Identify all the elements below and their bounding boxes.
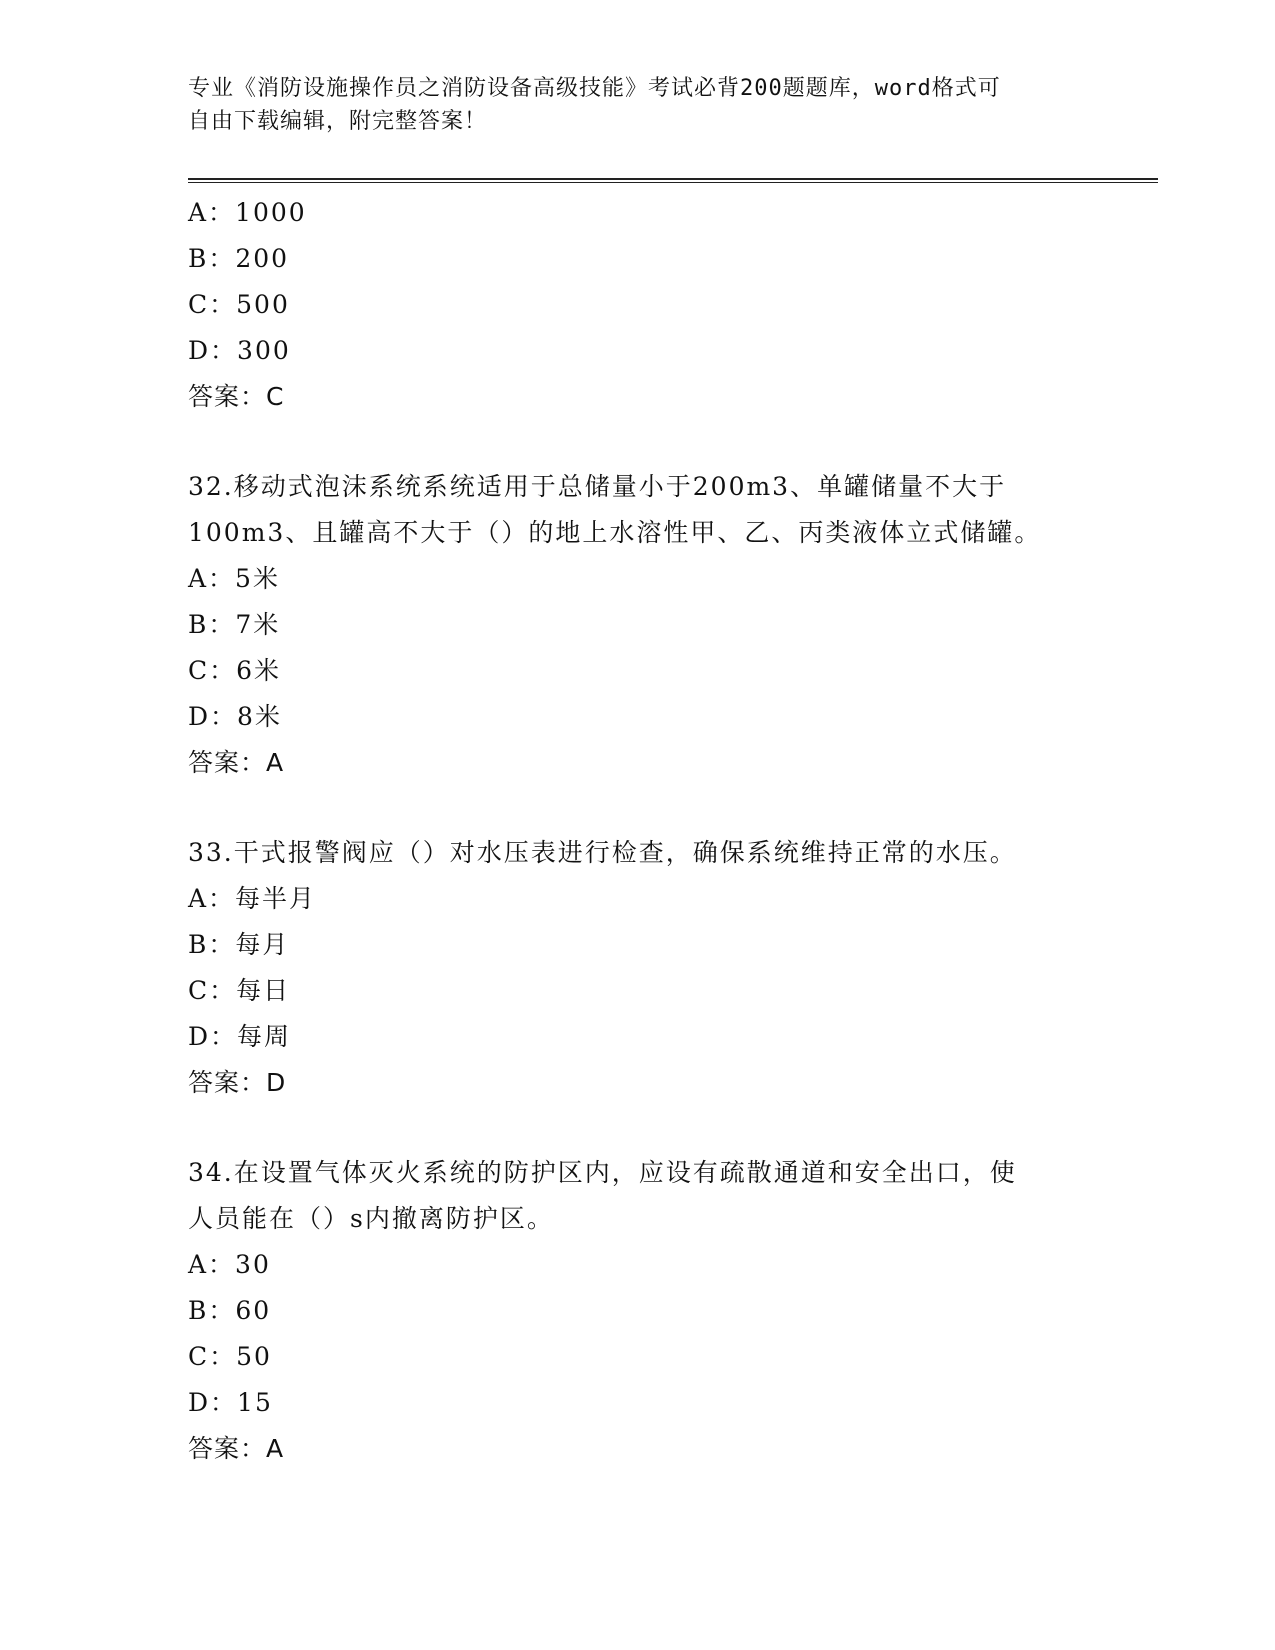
document-header bbox=[188, 72, 1088, 138]
option-c: C：500 bbox=[188, 290, 290, 319]
option-a: A：5米 bbox=[188, 564, 280, 593]
option-d: D：300 bbox=[188, 336, 291, 365]
question-stem-line-2: 100m3、且罐高不大于（）的地上水溶性甲、乙、丙类液体立式储罐。 bbox=[188, 518, 1042, 547]
question-stem-line-2: 人员能在（）s内撤离防护区。 bbox=[188, 1204, 554, 1233]
option-b: B：200 bbox=[188, 244, 290, 273]
question-list bbox=[188, 190, 1088, 1472]
answer-line: 答案：A bbox=[188, 748, 285, 777]
question-stem-line-1: 33.干式报警阀应（）对水压表进行检查，确保系统维持正常的水压。 bbox=[188, 838, 1017, 867]
answer-line: 答案：C bbox=[188, 382, 285, 411]
option-b: B：每月 bbox=[188, 930, 290, 959]
answer-line: 答案：A bbox=[188, 1434, 285, 1463]
question-block-31 bbox=[188, 190, 1088, 420]
option-a: A：每半月 bbox=[188, 884, 317, 913]
option-a: A：30 bbox=[188, 1250, 271, 1279]
option-c: C：50 bbox=[188, 1342, 272, 1371]
option-b: B：7米 bbox=[188, 610, 281, 639]
header-title-line-1: 专业《消防设施操作员之消防设备高级技能》考试必背200题题库，word格式可 bbox=[188, 76, 1001, 101]
question-stem-line-1: 32.移动式泡沫系统系统适用于总储量小于200m3、单罐储量不大于 bbox=[188, 472, 1007, 501]
option-d: D：8米 bbox=[188, 702, 282, 731]
option-c: C：6米 bbox=[188, 656, 282, 685]
header-title-line-2: 自由下载编辑，附完整答案！ bbox=[188, 109, 488, 134]
option-a: A：1000 bbox=[188, 198, 307, 227]
question-block-33 bbox=[188, 830, 1088, 1106]
question-stem-line-1: 34.在设置气体灭火系统的防护区内，应设有疏散通道和安全出口，使 bbox=[188, 1158, 1017, 1187]
header-divider-thin bbox=[188, 182, 1158, 183]
question-block-34 bbox=[188, 1150, 1088, 1472]
answer-line: 答案：D bbox=[188, 1068, 287, 1097]
option-b: B：60 bbox=[188, 1296, 272, 1325]
option-c: C：每日 bbox=[188, 976, 291, 1005]
header-divider-thick bbox=[188, 178, 1158, 180]
option-d: D：15 bbox=[188, 1388, 273, 1417]
question-block-32 bbox=[188, 464, 1088, 786]
option-d: D：每周 bbox=[188, 1022, 292, 1051]
